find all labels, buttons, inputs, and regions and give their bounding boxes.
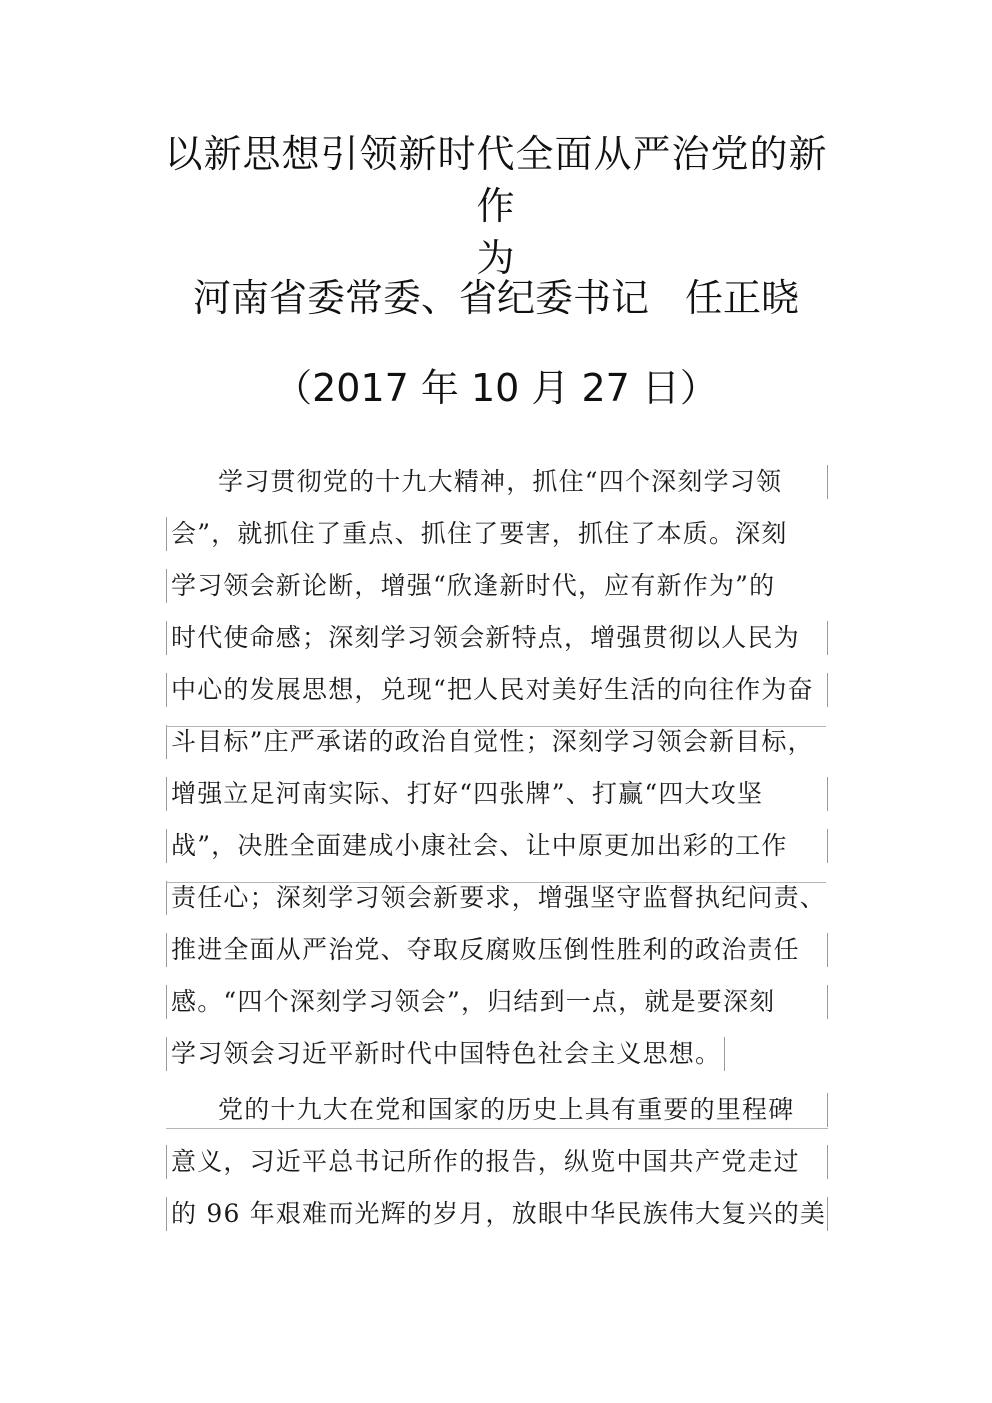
paragraph-1-line: 斗目标”庄严承诺的政治自觉性；深刻学习领会新目标， xyxy=(166,725,828,759)
title-line-1: 以新思想引领新时代全面从严治党的新作 xyxy=(164,132,828,228)
paragraph-2-line: 党的十九大在党和国家的历史上具有重要的里程碑 xyxy=(218,1095,795,1124)
paragraph-1-line: 增强立足河南实际、打好“四张牌”、打赢“四大攻坚 xyxy=(166,777,828,811)
right-rule xyxy=(827,465,828,499)
right-rule xyxy=(827,1145,828,1179)
paragraph-1-line: 学习领会新论断，增强“欣逢新时代，应有新作为”的 xyxy=(166,569,828,603)
right-rule xyxy=(827,933,828,967)
paragraph-1-line: 会”，就抓住了重点、抓住了要害，抓住了本质。深刻 xyxy=(166,517,828,551)
right-rule xyxy=(827,985,828,1019)
document-title xyxy=(150,128,842,284)
paragraph-1-line: 推进全面从严治党、夺取反腐败压倒性胜利的政治责任 xyxy=(166,933,828,967)
title-line-2: 为 xyxy=(476,236,516,280)
right-rule xyxy=(827,621,828,655)
underline-rule xyxy=(166,1128,828,1129)
paragraph-1-line: 学习领会习近平新时代中国特色社会主义思想。 xyxy=(166,1037,828,1071)
right-rule xyxy=(827,777,828,811)
paragraph-2-line: 意义，习近平总书记所作的报告，纵览中国共产党走过 xyxy=(166,1145,828,1179)
author-line xyxy=(150,272,842,324)
paragraph-1-line: 感。“四个深刻学习领会”，归结到一点，就是要深刻 xyxy=(166,985,828,1019)
top-rule xyxy=(166,726,826,727)
paragraph-2-line: 的 96 年艰难而光辉的岁月，放眼中华民族伟大复兴的美 xyxy=(166,1197,828,1231)
document-date: （2017 年 10 月 27 日） xyxy=(274,366,718,410)
top-rule xyxy=(166,882,826,883)
paragraph-1-line: 学习贯彻党的十九大精神，抓住“四个深刻学习领 xyxy=(218,467,783,496)
right-rule xyxy=(827,1093,828,1127)
paragraph-1-line: 中心的发展思想，兑现“把人民对美好生活的向往作为奋 xyxy=(166,673,828,707)
right-rule xyxy=(827,1197,828,1231)
author-role: 河南省委常委、省纪委书记 xyxy=(192,276,649,320)
right-rule xyxy=(827,829,828,863)
paragraph-1-line: 责任心；深刻学习领会新要求，增强坚守监督执纪问责、 xyxy=(166,881,828,915)
author-name: 任正晓 xyxy=(685,276,800,320)
line-end-rule xyxy=(724,1037,725,1071)
paragraph-1-line: 战”，决胜全面建成小康社会、让中原更加出彩的工作 xyxy=(166,829,828,863)
right-rule xyxy=(827,673,828,707)
paragraph-1-line: 时代使命感；深刻学习领会新特点，增强贯彻以人民为 xyxy=(166,621,828,655)
